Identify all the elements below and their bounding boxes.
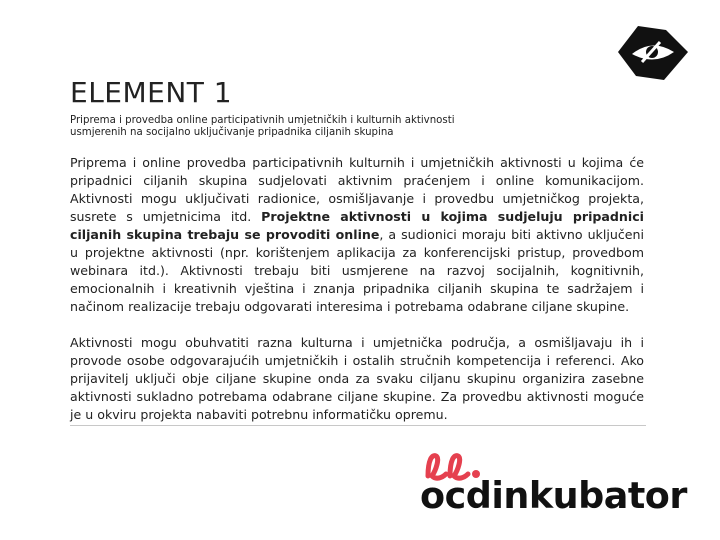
paragraph-1-text-b: , a sudionici moraju biti aktivno uključeni u projektne aktivnosti (npr. korištenjem aplikacija za konferencijski pristup, provedbom webinara itd.). Aktivnosti trebaju biti usmjerene na razvoj socijalnih, kognitivnih, emocionalnih i kreativnih vještina i znanja pripadnika ciljanih skupina te sadržajem i načinom realizacije trebaju odgovarati interesima i potrebama odabrane ciljane skupine. bbox=[70, 227, 644, 314]
brand-wordmark: ocdinkubator bbox=[420, 474, 687, 517]
paragraph-1-bold: Projektne aktivnosti u kojima sudjeluju pripadnici ciljanih skupina trebaju se provoditi online bbox=[70, 209, 644, 242]
paragraph-2: Aktivnosti mogu obuhvatiti razna kulturna i umjetnička područja, a osmišljavaju ih i provode osobe odgovarajućih umjetničkih i ostalih stručnih kompetencija i referenci. Ako prijavitelj uključi obje ciljane skupine onda za svaku ciljanu skupinu organizira zasebne aktivnosti sukladno potrebama odabrane ciljane skupine. Za provedbu aktivnosti moguće je u okviru projekta nabaviti potrebnu informatičku opremu. bbox=[70, 335, 644, 422]
brand-logo bbox=[420, 450, 692, 522]
eye-logo-icon bbox=[612, 22, 692, 84]
divider bbox=[70, 425, 646, 426]
body-text bbox=[70, 154, 644, 424]
paragraph-1 bbox=[70, 154, 644, 316]
paragraph-1-text-a: Priprema i online provedba participativnih kulturnih i umjetničkih aktivnosti u kojima će pripadnici ciljanih skupina sudjelovati aktivnim praćenjem i online komunikacijom. Aktivnosti mogu uključivati radionice, osmišljavanje i provedbu umjetničkog projekta, susrete s umjetnicima itd. bbox=[70, 155, 644, 224]
page-subtitle: Priprema i provedba online participativnih umjetničkih i kulturnih aktivnosti usmjerenih na socijalno uključivanje pripadnika ciljanih skupina bbox=[70, 115, 455, 138]
page-title: ELEMENT 1 bbox=[70, 76, 233, 109]
